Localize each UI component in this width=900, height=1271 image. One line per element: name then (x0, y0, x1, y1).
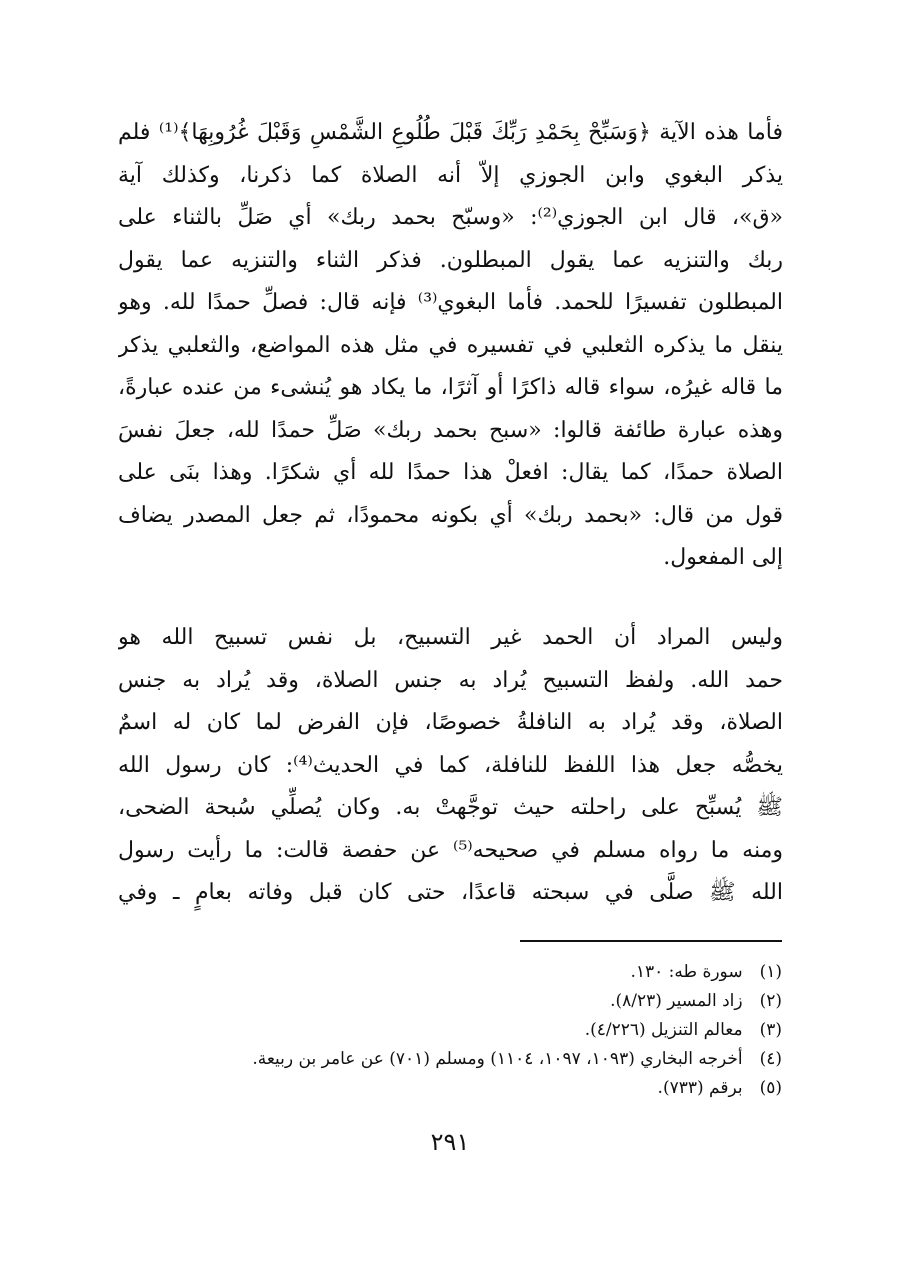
text-line: ﷺ يُسبِّح على راحلته حيث توجَّهتْ به. وكان يُصلِّي سُبحة الضحى، (118, 795, 783, 820)
text-line: قول من قال: «بحمد ربك» أي بكونه محمودًا، ثم جعل المصدر يضاف (118, 502, 783, 528)
text-line: الله ﷺ صلَّى في سبحته قاعدًا، حتى كان قبل وفاته بعامٍ ـ وفي (118, 880, 783, 905)
text-line: فأما هذه الآية ﴿وَسَبِّحْ بِحَمْدِ رَبِّكَ قَبْلَ طُلُوعِ الشَّمْسِ وَقَبْلَ غُرُوبِهَا﴾⁽¹⁾ فلم (118, 120, 783, 145)
footnotes (120, 958, 782, 1103)
text-line: ينقل ما يذكره الثعلبي في تفسيره في مثل هذه المواضع، والثعلبي يذكر (118, 332, 783, 358)
text-line: وهذه عبارة طائفة قالوا: «سبح بحمد ربك» صَلِّ حمدًا لله، جعلَ نفسَ (118, 417, 783, 443)
paragraph-1 (118, 112, 783, 580)
footnote-text: أخرجه البخاري (١٠٩٣، ١٠٩٧، ١١٠٤) ومسلم (٧٠١) عن عامر بن ربيعة. (252, 1049, 743, 1069)
footnote-text: زاد المسير (٨/٢٣). (610, 991, 743, 1011)
text-line: ومنه ما رواه مسلم في صحيحه⁽⁵⁾ عن حفصة قالت: ما رأيت رسول (118, 837, 783, 863)
text-line: إلى المفعول. (663, 545, 783, 570)
text-line: يخصُّه جعل هذا اللفظ للنافلة، كما في الحديث⁽⁴⁾: كان رسول الله (118, 752, 783, 778)
text-line: حمد الله. ولفظ التسبيح يُراد به جنس الصلاة، وقد يُراد به جنس (118, 667, 783, 693)
footnote-text: سورة طه: ١٣٠. (630, 962, 743, 982)
footnote-number: (٢) (759, 991, 782, 1011)
text-line: ربك والتنزيه عما يقول المبطلون. فذكر الثناء والتنزيه عما يقول (118, 247, 783, 273)
footnote-number: (٣) (759, 1020, 782, 1040)
page-number: ٢٩١ (430, 1128, 470, 1156)
footnote-number: (١) (759, 962, 782, 982)
footnote-item (120, 958, 782, 987)
paragraph-2 (118, 617, 783, 915)
footnote-divider (520, 940, 782, 942)
footnote-item (120, 1045, 782, 1074)
text-line: «ق»، قال ابن الجوزي⁽²⁾: «وسبّح بحمد ربك» أي صَلِّ بالثناء على (118, 205, 783, 230)
footnote-text: برقم (٧٣٣). (657, 1078, 743, 1098)
footnote-item (120, 1016, 782, 1045)
footnote-item (120, 987, 782, 1016)
text-line: ما قاله غيرُه، سواء قاله ذاكرًا أو آثرًا، ما يكاد هو يُنشىء من عنده عبارةً، (118, 375, 783, 400)
footnote-item (120, 1074, 782, 1103)
text-line: المبطلون تفسيرًا للحمد. فأما البغوي⁽³⁾ فإنه قال: فصلِّ حمدًا لله. وهو (118, 290, 783, 315)
footnote-text: معالم التنزيل (٤/٢٢٦). (584, 1020, 743, 1040)
text-line: الصلاة، وقد يُراد به النافلةُ خصوصًا، فإن الفرض لما كان له اسمٌ (118, 710, 783, 735)
footnote-number: (٤) (759, 1049, 782, 1069)
text-line: يذكر البغوي وابن الجوزي إلاّ أنه الصلاة كما ذكرنا، وكذلك آية (118, 162, 783, 188)
text-line: وليس المراد أن الحمد غير التسبيح، بل نفس تسبيح الله هو (118, 625, 783, 650)
text-line: الصلاة حمدًا، كما يقال: افعلْ هذا حمدًا لله أي شكرًا. وهذا بنَى على (118, 460, 783, 485)
footnote-number: (٥) (759, 1078, 782, 1098)
